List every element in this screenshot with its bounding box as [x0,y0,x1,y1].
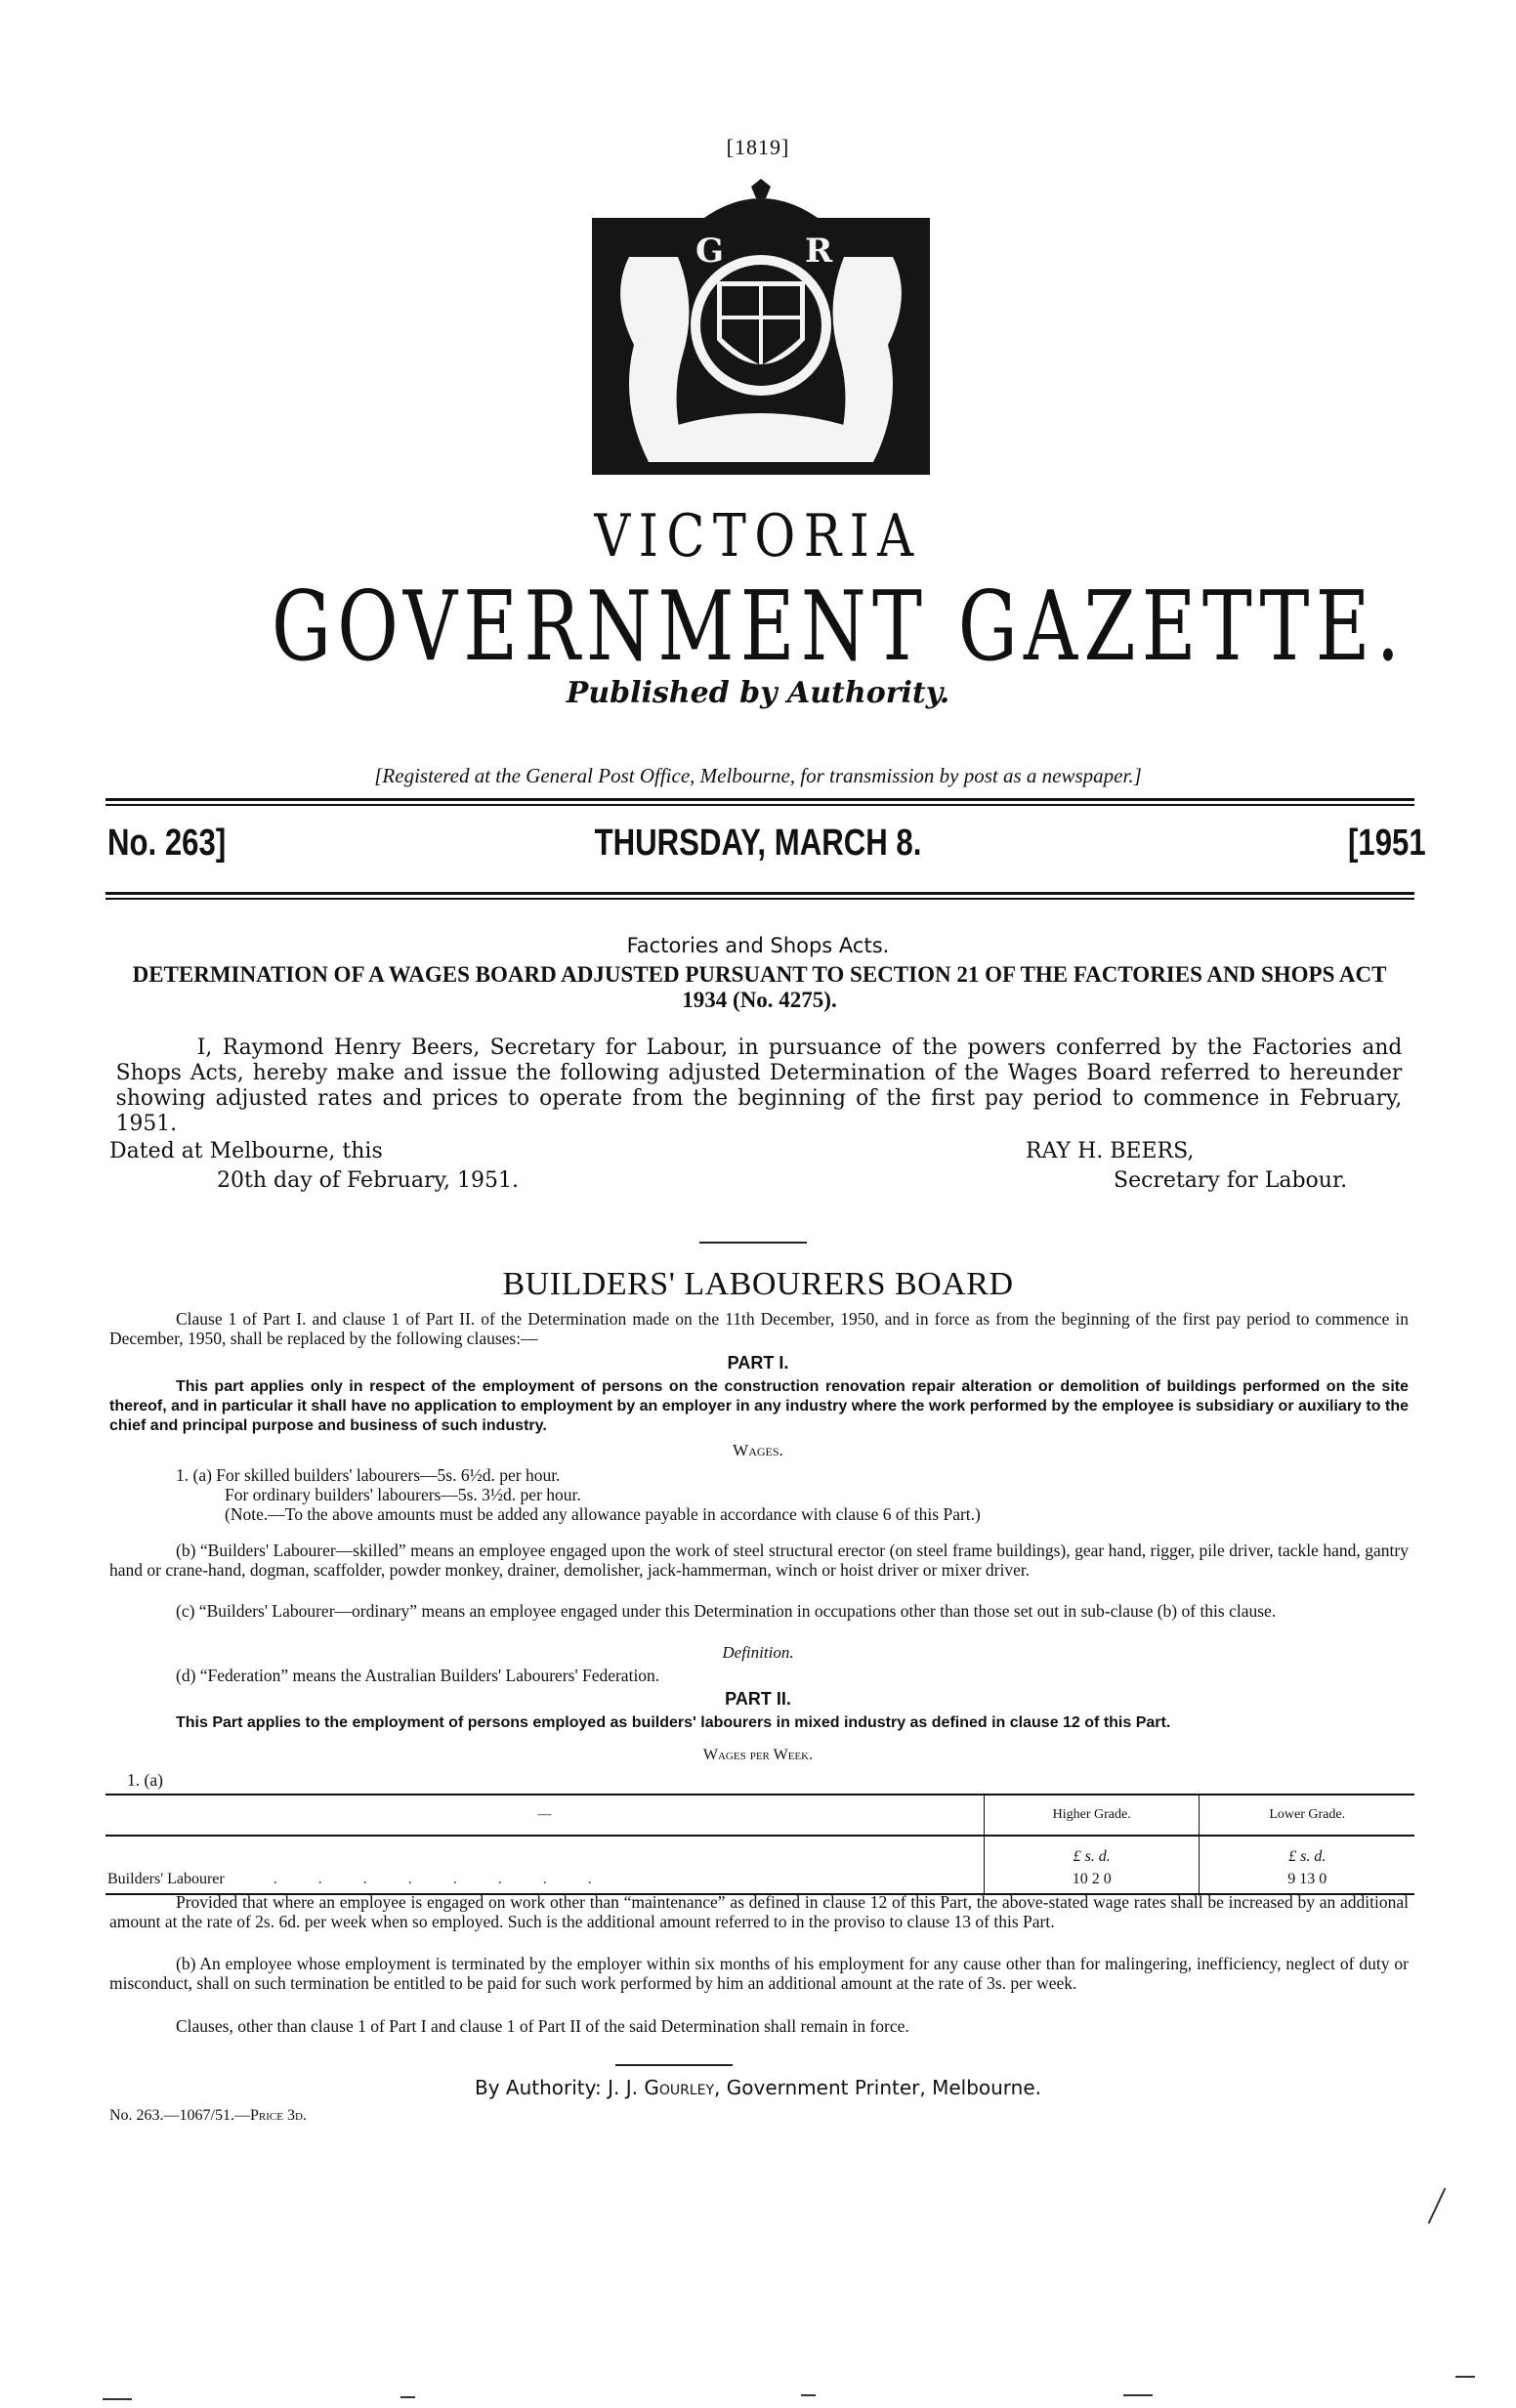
section-divider [699,1242,807,1244]
page-number: [1819] [726,135,790,159]
title-government-gazette: GOVERNMENT GAZETTE. [272,571,1407,683]
table-unit-lower: £ s. d. [1200,1836,1414,1866]
issue-reference [109,2107,307,2125]
dated-line-2: 20th day of February, 1951. [217,1168,519,1193]
signature-block [1026,1137,1347,1196]
clause-1a [109,1465,1409,1524]
table-unit-description [105,1836,984,1866]
part-2-scope: This Part applies to the employment of persons employed as builders' labourers in mixed industry as defined in clause 12 of this Part. [176,1714,1171,1731]
part-2-clause-1b: (b) An employee whose employment is terminated by the employer within six months of his employment for any cause other than for malingering, inefficiency, neglect of duty or misconduct, shall on such termination be entitled to be paid for such work performed by him an additional amount at the rate of 3s. per week. [109,1954,1409,1993]
wages-heading: Wages. [733,1441,783,1459]
clause-1a-note: (Note.—To the above amounts must be added any allowance payable in accordance with clause 6 of this Part.) [225,1504,981,1524]
scan-artifact-mark [400,2396,415,2398]
part-2-heading: PART II. [725,1689,791,1709]
issue-number: No. 263] [107,823,227,864]
masthead-top-rule [105,798,1414,806]
part-1-heading: PART I. [727,1353,789,1373]
scan-artifact-mark [1455,2376,1475,2378]
wages-per-week-heading: Wages per Week. [702,1747,814,1763]
clause-1b-skilled-definition: (b) “Builders' Labourer—skilled” means an employee engaged upon the work of steel structural erector (on steel frame buildings), gear hand, rigger, pile driver, tackle hand, gantry hand or crane-hand, dogman, scaffolder, powder monkey, drainer, demolisher, jack-hammerman, winch or hoist driver or mixer driver. [109,1541,1409,1580]
table-cell-description [105,1866,984,1894]
table-header-lower-grade: Lower Grade. [1200,1795,1414,1836]
signatory-title: Secretary for Labour. [1114,1168,1348,1193]
scan-artifact-mark [801,2394,816,2396]
table-row [105,1866,1414,1894]
clause-intro: Clause 1 of Part I. and clause 1 of Part II. of the Determination made on the 11th December, 1950, and in force as from the beginning of the first pay period to commence in December, 1950, shall be replaced by the following clauses:— [109,1309,1409,1348]
acts-heading: Factories and Shops Acts. [626,934,890,957]
issue-date: THURSDAY, MARCH 8. [594,823,922,864]
table-header-higher-grade: Higher Grade. [984,1795,1200,1836]
printer-prefix: By Authority: [474,2076,602,2099]
table-units-row [105,1836,1414,1866]
table-cell-lower-grade: 9 13 0 [1200,1866,1414,1894]
table-header-row [105,1795,1414,1836]
crest-monogram-g: G [695,232,725,271]
scan-artifact-mark [103,2398,132,2400]
table-header-description: — [105,1795,984,1836]
table-unit-higher: £ s. d. [984,1836,1200,1866]
row-label: Builders' Labourer [107,1871,225,1887]
wages-table [105,1794,1414,1895]
dated-line-1: Dated at Melbourne, this [109,1139,383,1163]
issue-ref: No. 263.—1067/51.— [109,2107,250,2124]
printer-name: J. J. Gourley, [608,2076,721,2099]
scan-artifact-mark [1428,2187,1447,2223]
clause-1c-ordinary-definition: (c) “Builders' Labourer—ordinary” means an employee engaged under this Determination in occupations other than those set out in sub-clause (b) of this clause. [176,1601,1277,1621]
determination-title: DETERMINATION OF A WAGES BOARD ADJUSTED PURSUANT TO SECTION 21 OF THE FACTORIES AND SHOPS ACT 1934 (No. 4275). [132,962,1387,1012]
printer-suffix: Government Printer, Melbourne. [726,2076,1042,2099]
board-title: BUILDERS' LABOURERS BOARD [502,1266,1014,1302]
dated-block [109,1137,519,1196]
proviso-paragraph: Provided that where an employee is engaged on work other than “maintenance” as defined in clause 12 of this Part, the above-stated wage rates shall be increased by an additional amount at the rate of 2s. 6d. per week when so employed. Such is the additional amount referred to in the proviso to clause 13 of this Part. [109,1892,1409,1931]
clause-1d-federation: (d) “Federation” means the Australian Builders' Labourers' Federation. [176,1666,660,1685]
title-victoria: VICTORIA [594,502,922,570]
masthead-bottom-rule [105,892,1414,900]
remain-in-force-note: Clauses, other than clause 1 of Part I and clause 1 of Part II of the said Determination shall remain in force. [176,2016,909,2036]
part-1-scope: This part applies only in respect of the employment of persons on the construction renovation repair alteration or demolition of buildings performed on the site thereof, and in particular it shall have no application to employment by an employer in any industry where the work performed by the employee is subsidiary or auxiliary to the chief and principal purpose and business of such industry. [109,1378,1409,1434]
crest-monogram-r: R [805,232,833,271]
issue-year: [1951 [1348,823,1426,864]
table-cell-higher-grade: 10 2 0 [984,1866,1200,1894]
published-by-authority: Published by Authority. [566,676,950,710]
clause-1a-skilled: 1. (a) For skilled builders' labourers—5s. 6½d. per hour. [176,1465,561,1485]
printer-line [0,2076,1516,2099]
dot-leaders: ........ [273,1871,633,1887]
signatory-name: RAY H. BEERS, [1026,1139,1195,1163]
clause-1a-ordinary: For ordinary builders' labourers—5s. 3½d. per hour. [225,1485,581,1504]
footer-divider [615,2064,733,2066]
intro-paragraph: I, Raymond Henry Beers, Secretary for Labour, in pursuance of the powers conferred by the Factories and Shops Acts, hereby make and issue the following adjusted Determination of the Wages Board referred to hereunder showing adjusted rates and prices to operate from the beginning of the first pay period to commence in February, 1951. [115,1035,1403,1136]
part-2-clause-label: 1. (a) [127,1770,163,1790]
scan-artifact-mark [1123,2394,1153,2396]
registered-note: [Registered at the General Post Office, Melbourne, for transmission by post as a newspaper.] [374,764,1142,787]
definition-heading: Definition. [722,1643,794,1662]
royal-coat-of-arms-icon [590,179,932,477]
price: Price 3d. [250,2107,307,2124]
